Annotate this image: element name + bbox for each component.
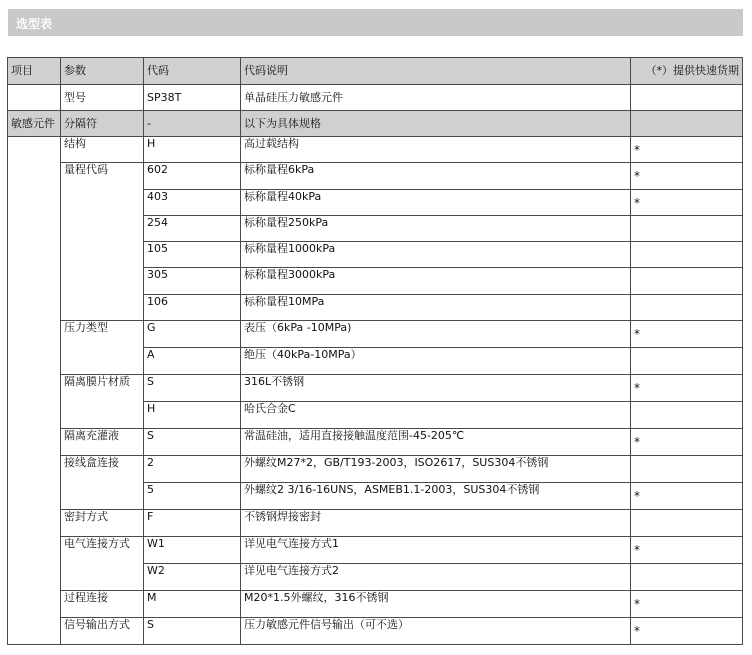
code-cell: 105 xyxy=(144,242,241,268)
desc-cell: 绝压（40kPa-10MPa） xyxy=(241,348,631,375)
desc-cell: 表压（6kPa -10MPa) xyxy=(241,321,631,348)
quick-cell xyxy=(631,375,743,402)
desc-cell: M20*1.5外螺纹，316不锈钢 xyxy=(241,591,631,618)
item-cell xyxy=(8,85,61,111)
param-cell: 分隔符 xyxy=(61,111,144,137)
quick-star: * xyxy=(634,169,640,183)
code-cell: M xyxy=(144,591,241,618)
code-cell: 106 xyxy=(144,295,241,321)
param-cell: 隔离充灌液 xyxy=(61,429,144,456)
code-cell: W1 xyxy=(144,537,241,564)
quick-cell xyxy=(631,456,743,483)
code-cell: W2 xyxy=(144,564,241,591)
code-cell: - xyxy=(144,111,241,137)
table-row xyxy=(8,137,743,163)
quick-cell xyxy=(631,111,743,137)
code-cell: SP38T xyxy=(144,85,241,111)
quick-cell xyxy=(631,348,743,375)
quick-star: * xyxy=(634,624,640,638)
table-row xyxy=(8,591,743,618)
quick-cell xyxy=(631,564,743,591)
desc-cell: 常温硅油，适用直接接触温度范围-45-205℃ xyxy=(241,429,631,456)
quick-cell xyxy=(631,321,743,348)
code-cell: H xyxy=(144,402,241,429)
desc-cell: 单晶硅压力敏感元件 xyxy=(241,85,631,111)
quick-star: * xyxy=(634,327,640,341)
code-cell: 5 xyxy=(144,483,241,510)
table-row xyxy=(8,537,743,564)
quick-cell xyxy=(631,163,743,190)
code-cell: 403 xyxy=(144,190,241,216)
header-param: 参数 xyxy=(61,58,144,85)
quick-cell xyxy=(631,137,743,163)
quick-cell xyxy=(631,483,743,510)
desc-cell: 外螺纹2 3/16-16UNS，ASMEB1.1-2003，SUS304不锈钢 xyxy=(241,483,631,510)
quick-star: * xyxy=(634,489,640,503)
quick-cell xyxy=(631,242,743,268)
desc-cell: 标称量程250kPa xyxy=(241,216,631,242)
desc-cell: 高过载结构 xyxy=(241,137,631,163)
selection-table xyxy=(7,57,743,645)
table-row xyxy=(8,85,743,111)
desc-cell: 标称量程3000kPa xyxy=(241,268,631,295)
code-cell: F xyxy=(144,510,241,537)
item-cell-blank xyxy=(8,137,61,645)
param-cell: 信号输出方式 xyxy=(61,618,144,645)
quick-cell xyxy=(631,429,743,456)
code-cell: 602 xyxy=(144,163,241,190)
code-cell: H xyxy=(144,137,241,163)
desc-cell: 压力敏感元件信号输出（可不选） xyxy=(241,618,631,645)
table-row xyxy=(8,375,743,402)
param-cell: 电气连接方式 xyxy=(61,537,144,591)
quick-cell xyxy=(631,618,743,645)
desc-cell: 316L不锈钢 xyxy=(241,375,631,402)
quick-star: * xyxy=(634,597,640,611)
quick-star: * xyxy=(634,543,640,557)
code-cell: 305 xyxy=(144,268,241,295)
quick-cell xyxy=(631,537,743,564)
param-cell: 密封方式 xyxy=(61,510,144,537)
table-row xyxy=(8,163,743,190)
header-desc: 代码说明 xyxy=(241,58,631,85)
desc-cell: 不锈钢焊接密封 xyxy=(241,510,631,537)
table-row xyxy=(8,429,743,456)
desc-cell: 标称量程40kPa xyxy=(241,190,631,216)
table-row xyxy=(8,510,743,537)
quick-cell xyxy=(631,402,743,429)
table-row xyxy=(8,456,743,483)
quick-star: * xyxy=(634,381,640,395)
table-row xyxy=(8,321,743,348)
param-cell: 过程连接 xyxy=(61,591,144,618)
param-cell: 型号 xyxy=(61,85,144,111)
param-cell: 压力类型 xyxy=(61,321,144,375)
param-cell: 接线盒连接 xyxy=(61,456,144,510)
code-cell: G xyxy=(144,321,241,348)
desc-cell: 哈氏合金C xyxy=(241,402,631,429)
table-row xyxy=(8,618,743,645)
quick-cell xyxy=(631,591,743,618)
quick-star: * xyxy=(634,435,640,449)
code-cell: 2 xyxy=(144,456,241,483)
code-cell: A xyxy=(144,348,241,375)
code-cell: 254 xyxy=(144,216,241,242)
quick-cell xyxy=(631,216,743,242)
quick-cell xyxy=(631,510,743,537)
code-cell: S xyxy=(144,375,241,402)
param-cell: 结构 xyxy=(61,137,144,163)
desc-cell: 外螺纹M27*2，GB/T193-2003，ISO2617，SUS304不锈钢 xyxy=(241,456,631,483)
item-cell: 敏感元件 xyxy=(8,111,61,137)
desc-cell: 标称量程10MPa xyxy=(241,295,631,321)
code-cell: S xyxy=(144,618,241,645)
quick-cell xyxy=(631,268,743,295)
header-item: 项目 xyxy=(8,58,61,85)
quick-cell xyxy=(631,295,743,321)
desc-cell: 详见电气连接方式1 xyxy=(241,537,631,564)
quick-cell xyxy=(631,85,743,111)
section-title-bar xyxy=(8,9,743,36)
header-code: 代码 xyxy=(144,58,241,85)
quick-cell xyxy=(631,190,743,216)
header-row xyxy=(8,58,743,85)
desc-cell: 以下为具体规格 xyxy=(241,111,631,137)
desc-cell: 标称量程1000kPa xyxy=(241,242,631,268)
code-cell: S xyxy=(144,429,241,456)
quick-star: * xyxy=(634,143,640,157)
param-cell: 隔离膜片材质 xyxy=(61,375,144,429)
desc-cell: 标称量程6kPa xyxy=(241,163,631,190)
desc-cell: 详见电气连接方式2 xyxy=(241,564,631,591)
section-title: 选型表 xyxy=(16,17,53,31)
quick-star: * xyxy=(634,196,640,210)
separator-row xyxy=(8,111,743,137)
header-quick-delivery: （*）提供快速货期 xyxy=(631,58,743,85)
param-cell: 量程代码 xyxy=(61,163,144,321)
